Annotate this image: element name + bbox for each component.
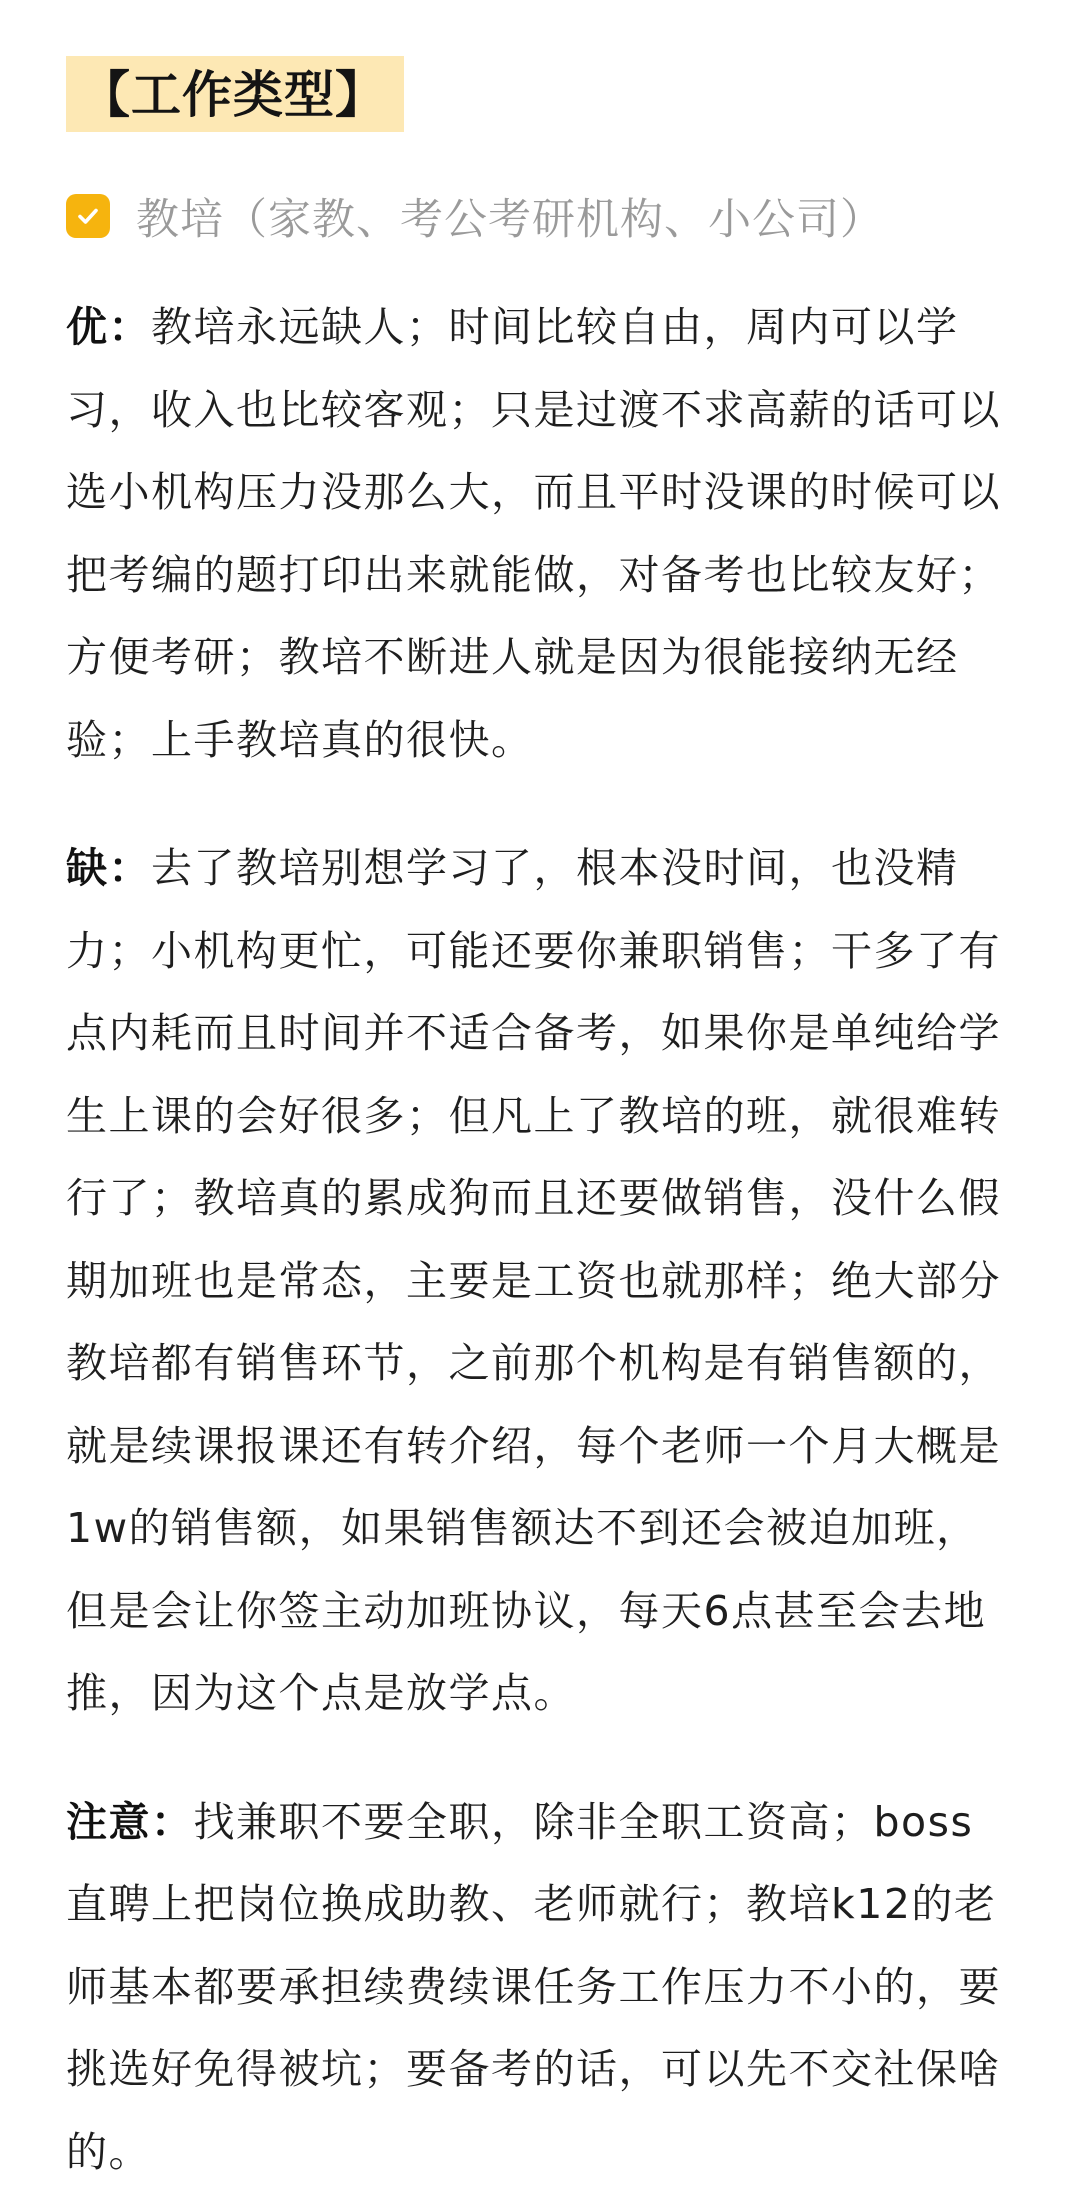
- note-label: 注意：: [66, 1797, 194, 1846]
- section-title: 【工作类型】: [66, 56, 404, 132]
- cons-text: 去了教培别想学习了，根本没时间，也没精力；小机构更忙，可能还要你兼职销售；干多了有点内耗而且时间并不适合备考，如果你是单纯给学生上课的会好很多；但凡上了教培的班，就很难转行了；教培真的累成狗而且还要做销售，没什么假期加班也是常态，主要是工资也就那样；绝大部分教培都有销售环节，之前那个机构是有销售额的，就是续课报课还有转介绍，每个老师一个月大概是1w的销售额，如果销售额达不到还会被迫加班，但是会让你签主动加班协议，每天6点甚至会去地推，因为这个点是放学点。: [66, 844, 1001, 1717]
- cons-paragraph: [66, 827, 1014, 1735]
- checkbox-item: [66, 184, 1014, 248]
- checkbox-label: 教培（家教、考公考研机构、小公司）: [136, 194, 884, 245]
- cons-label: 缺：: [66, 844, 151, 892]
- checkmark-icon: [74, 202, 102, 230]
- checkbox-checked-icon[interactable]: [66, 194, 110, 238]
- pros-text: 教培永远缺人；时间比较自由，周内可以学习，收入也比较客观；只是过渡不求高薪的话可以选小机构压力没那么大，而且平时没课的时候可以把考编的题打印出来就能做，对备考也比较友好；方便考研；教培不断进人就是因为很能接纳无经验；上手教培真的很快。: [66, 303, 1001, 764]
- pros-paragraph: [66, 286, 1014, 781]
- note-paragraph: [66, 1781, 1014, 2194]
- note-text: 找兼职不要全职，除非全职工资高；boss直聘上把岗位换成助教、老师就行；教培k12的老师基本都要承担续费续课任务工作压力不小的，要挑选好免得被坑；要备考的话，可以先不交社保啥的。: [66, 1797, 1001, 2176]
- pros-label: 优：: [66, 303, 151, 351]
